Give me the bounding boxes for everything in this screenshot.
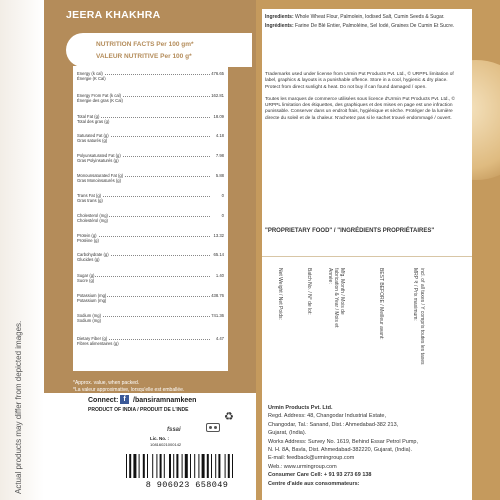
nutrient-name-fr: Fibres alimentaires (g) [77, 341, 119, 346]
mrp-label: MRP ₹ / Prix maximum: [412, 268, 418, 321]
consumer-care: Consumer Care Cell: + 91 93 273 69 138 [268, 472, 372, 479]
nutrient-name-fr: Potassium (mg) [77, 298, 107, 303]
barcode [120, 452, 254, 492]
product-title: JEERA KHAKHRA [66, 9, 161, 21]
nutrient-value: 5.88 [215, 173, 224, 178]
nutrition-heading-en: NUTRITION FACTS Per 100 gm* [96, 41, 194, 48]
barcode-number: 8 906023 658049 [145, 480, 229, 490]
trademark-fr: Toutes les marques de commerce utilisées sous licence d'Urmin Put Products Pvt. Ltd., © URPPL limitation des étiquettes, des graphiques et des mises en page est une infraction punissable. Conserver dans un endroit frais, hygiénique et sèche. Protéger de la lumière directe du soleil et de la chaleur. N'achetez pas si le sachet trouvé endommagé / ouvert. [265, 96, 456, 121]
nutrition-row [77, 133, 224, 143]
ingredients-text: Whole Wheat Flour, Palmolein, Iodised Salt, Cumin Seeds & Sugar. [295, 14, 445, 20]
regd-address-3: Gujarat, (India). [268, 430, 307, 437]
approx-note [73, 380, 243, 394]
nutrient-value: 4.47 [215, 336, 224, 341]
barcode-bar [139, 454, 140, 478]
nutrient-name-fr: Sodium (mg) [77, 318, 101, 323]
nutrition-table [73, 66, 228, 371]
nutrition-row [77, 114, 224, 124]
recycle-icon: ♻ [224, 411, 234, 423]
nutrient-name-fr: Cholestérol (mg) [77, 218, 108, 223]
disclaimer-text: Actual products may differ from depicted images. [14, 320, 23, 494]
barcode-bar [211, 454, 212, 478]
barcode-bar [176, 454, 178, 478]
nutrient-name-fr: Gras saturés (g) [77, 138, 108, 143]
email: E-mail: feedback@urmingroup.com [268, 455, 355, 462]
side-strip [0, 0, 44, 500]
barcode-bar [133, 454, 136, 478]
proprietary-food-label: "PROPRIETARY FOOD" / "INGRÉDIENTS PROPRIÉTAIRES" [265, 228, 435, 234]
nutrient-name: Dietary Fiber (g) [77, 336, 108, 341]
license-number: 10816021000142 [150, 442, 182, 447]
nutrient-value: 1.40 [215, 273, 224, 278]
nutrient-name-fr: Gras Monoinsaturés (g) [77, 178, 121, 183]
nutrient-name-fr: Sucre (g) [77, 278, 95, 283]
country-of-origin: PRODUCT OF INDIA / PRODUIT DE L'INDE [88, 407, 189, 413]
nutrient-name: Sodium (mg) [77, 313, 101, 318]
ingredients-label: Ingredients: [265, 14, 294, 20]
nutrition-row [77, 93, 224, 103]
barcode-bar [190, 454, 191, 478]
nutrient-value: 0 [221, 193, 224, 198]
tax-note: incl. of all taxes / Y compris toutes les taxes [419, 268, 425, 365]
nutrient-value: 18.09 [213, 114, 224, 119]
regd-address-2: Changodar, Tal.: Sanand, Dist.: Ahmedabad-382 213, [268, 421, 399, 428]
nutrient-name-fr: Énergie des gras (K Cal) [77, 98, 123, 103]
ingredients-label-fr: Ingrédients: [265, 23, 294, 30]
barcode-bar [147, 454, 148, 478]
nutrient-value: 476.65 [211, 71, 224, 76]
nutrient-name: Total Fat (g) [77, 114, 100, 119]
nutrition-row [77, 336, 224, 346]
nutrient-value: 65.14 [213, 252, 224, 257]
nutrition-heading-fr: VALEUR NUTRITIVE Per 100 g* [96, 53, 192, 60]
barcode-bar [160, 454, 162, 478]
info-card [262, 9, 472, 257]
approx-note-en: *Approx. value, when packed. [73, 380, 140, 386]
fssai-mark-icon [206, 423, 220, 432]
nutrient-value: 7.98 [215, 153, 224, 158]
nutrient-value: 0 [221, 213, 224, 218]
regd-address: Regd. Address: 48, Changodar Industrial Estate, [268, 413, 387, 420]
manufacturer-info [268, 404, 468, 488]
barcode-bar [194, 454, 195, 478]
barcode-bar [143, 454, 145, 478]
nutrient-name: Saturated Fat (g) [77, 133, 109, 138]
barcode-bar [202, 454, 205, 478]
barcode-bar [215, 454, 216, 478]
barcode-bar [126, 454, 127, 478]
website: Web.: www.urmingroup.com [268, 463, 337, 470]
barcode-bar [182, 454, 183, 478]
barcode-bar [169, 454, 171, 478]
nutrition-row [77, 193, 224, 203]
nutrient-name: Trans Fat (g) [77, 193, 102, 198]
nutrition-row [77, 213, 224, 223]
social-handle: /bansiramnamkeen [133, 397, 197, 404]
approx-note-fr: *La valeur approximative, lorsqu'elle est emballée. [73, 387, 185, 393]
nutrient-name-fr: Gras trans (g) [77, 198, 103, 203]
consumer-care-fr: Centre d'aide aux consommateurs: [268, 480, 360, 487]
net-weight-label: Net Weight / Net Poids: [277, 268, 283, 320]
best-before-label: BEST BEFORE / Meilleur avant: [378, 268, 384, 340]
nutrient-name: Cholesterol (mg) [77, 213, 108, 218]
barcode-bar [207, 454, 209, 478]
nutrient-name: Protein (g) [77, 233, 97, 238]
nutrient-value: 4.18 [215, 133, 224, 138]
nutrition-row [77, 313, 224, 323]
mfg-date-label: Mfg. Month / Mois de fabrication & Year / Mois et Année: [327, 268, 345, 328]
barcode-bar [185, 454, 188, 478]
nutrition-row [77, 273, 224, 283]
nutrient-name-fr: Total des gras (g) [77, 119, 110, 124]
barcode-bar [129, 454, 131, 478]
fssai-logo: fssai [167, 427, 181, 433]
nutrient-value: 162.81 [211, 93, 224, 98]
barcode-bar [228, 454, 230, 478]
manufacturer-name: Urmin Products Pvt. Ltd. [268, 405, 333, 411]
ingredients [265, 14, 465, 30]
nutrition-row [77, 173, 224, 183]
nutrient-name: Monounsaturated Fat (g) [77, 173, 124, 178]
barcode-bar [164, 454, 165, 478]
nutrition-row [77, 233, 224, 243]
nutrient-value: 741.36 [211, 313, 224, 318]
barcode-bar [173, 454, 174, 478]
nutrient-value: 13.32 [213, 233, 224, 238]
barcode-bar [232, 454, 233, 478]
nutrient-name: Energy (k cal) [77, 71, 103, 76]
barcode-bar [225, 454, 226, 478]
barcode-bar [156, 454, 157, 478]
nutrient-name: Polyunsaturated Fat (g) [77, 153, 121, 158]
nutrient-name: Energy From Fat (k cal) [77, 93, 121, 98]
nutrient-name-fr: Énergie (K Cal) [77, 76, 106, 81]
nutrient-name-fr: Protéine (g) [77, 238, 99, 243]
batch-info-card [262, 256, 472, 402]
facebook-icon: f [120, 395, 129, 404]
trademark-notice [265, 72, 455, 128]
works-address: Works Address: Survey No. 1619, Behind Essar Petrol Pump, [268, 438, 418, 445]
nutrient-name: Carbohydrate (g) [77, 252, 109, 257]
nutrition-row [77, 293, 224, 303]
works-address-2: N. H. 8A, Bavla, Dist. Ahmedabad-382220, Gujarat, (India). [268, 447, 412, 454]
nutrient-name: Sugar (g) [77, 273, 95, 278]
nutrition-row [77, 252, 224, 262]
trademark-en: Trademarks used under license from Urmin Put Products Pvt. Ltd., © URPPL limitation of label, graphics & layouts is a punishable offence. Store in a cool, hygienic & dry place. Protect from direct sunlight & heat. Do not buy if can found damaged / open. [265, 72, 454, 90]
connect-label: Connect: [88, 397, 119, 404]
nutrient-name: Potassium (mg) [77, 293, 107, 298]
barcode-bar [218, 454, 220, 478]
barcode-bar [198, 454, 199, 478]
nutrition-header-band [66, 33, 252, 67]
nutrition-row [77, 71, 224, 81]
nutrient-name-fr: Glucides (g) [77, 257, 100, 262]
nutrition-row [77, 153, 224, 163]
barcode-bar [152, 454, 153, 478]
nutrient-value: 438.76 [211, 293, 224, 298]
barcode-bars [124, 454, 252, 478]
nutrient-name-fr: Gras Polyinsaturés (g) [77, 158, 119, 163]
batch-no-label: Batch No. / N° de lot: [306, 268, 312, 315]
license-label: Lic. No. : [150, 436, 169, 441]
ingredients-text-fr: Farine De Blé Entier, Palmoléine, Sel Iodé, Graines De Cumin Et Sucre. [295, 23, 455, 30]
